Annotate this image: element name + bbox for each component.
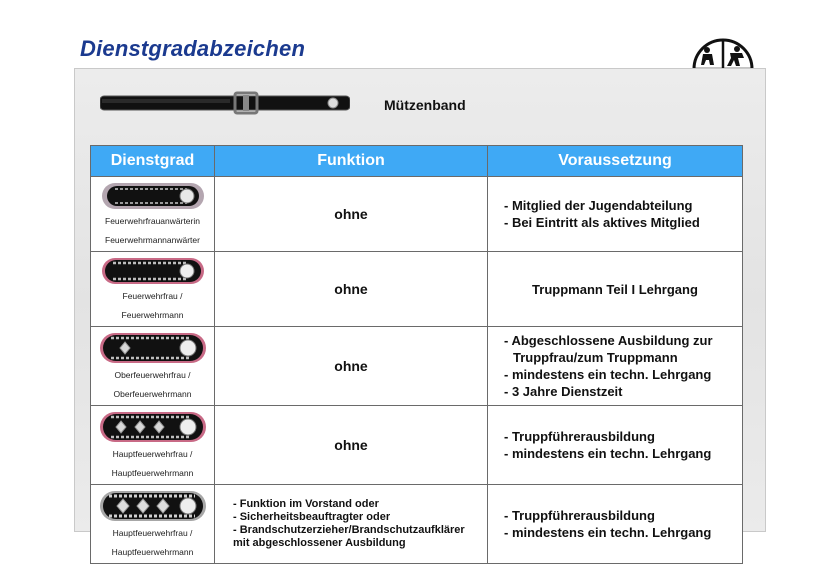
requirement-line-1: Truppmann Teil I Lehrgang <box>532 281 698 297</box>
rank-name-line-1: Hauptfeuerwehrfrau / <box>112 449 193 459</box>
table-row <box>91 327 743 406</box>
cap-band-image <box>100 90 350 118</box>
page-title: Dienstgradabzeichen <box>80 36 306 61</box>
requirement-line-1: - Truppführerausbildung <box>504 429 655 444</box>
rank-name-line-2: Feuerwehrmann <box>121 310 184 320</box>
table-row <box>91 252 743 327</box>
function-line-3: - Brandschutzerzieher/Brandschutzaufklärer <box>233 524 465 536</box>
column-header-requirement: Voraussetzung <box>488 146 743 177</box>
function-text: ohne <box>334 280 368 297</box>
requirement-line-2: - Bei Eintritt als aktives Mitglied <box>504 215 700 230</box>
rank-name-line-2: Oberfeuerwehrmann <box>113 389 192 399</box>
function-cell <box>215 406 488 485</box>
rank-insignia-image <box>101 256 205 286</box>
rank-table <box>90 145 743 564</box>
function-cell <box>215 485 488 564</box>
cap-band-label: Mützenband <box>384 97 466 113</box>
function-cell <box>215 252 488 327</box>
rank-cell <box>91 406 215 485</box>
function-line-4: mit abgeschlossener Ausbildung <box>233 537 406 549</box>
rank-insignia-image <box>99 410 207 444</box>
rank-name-line-1: Feuerwehrfrau / <box>122 291 183 301</box>
table-header-row <box>91 146 743 177</box>
function-cell <box>215 327 488 406</box>
rank-name-line-2: Hauptfeuerwehrmann <box>111 547 194 557</box>
rank-name-line-2: Hauptfeuerwehrmann <box>111 468 194 478</box>
rank-insignia-image <box>99 331 207 365</box>
requirement-line-2: Truppfrau/zum Truppmann <box>513 350 678 365</box>
rank-name-line-2: Feuerwehrmannanwärter <box>105 235 200 245</box>
table-row <box>91 406 743 485</box>
rank-insignia-image <box>99 489 207 523</box>
requirement-line-2: - mindestens ein techn. Lehrgang <box>504 446 712 461</box>
function-text: ohne <box>334 436 368 453</box>
requirement-cell <box>488 485 743 564</box>
requirement-line-4: - 3 Jahre Dienstzeit <box>504 384 623 399</box>
rank-insignia-image <box>101 181 205 211</box>
function-text: ohne <box>334 357 368 374</box>
rank-cell <box>91 177 215 252</box>
requirement-cell <box>488 327 743 406</box>
requirement-cell <box>488 252 743 327</box>
rank-name-line-1: Feuerwehrfrauanwärterin <box>105 216 200 226</box>
function-line-2: - Sicherheitsbeauftragter oder <box>233 511 391 523</box>
function-text: ohne <box>334 205 368 222</box>
column-header-function: Funktion <box>215 146 488 177</box>
rank-name-line-1: Oberfeuerwehrfrau / <box>114 370 191 380</box>
requirement-line-1: - Truppführerausbildung <box>504 508 655 523</box>
requirement-cell <box>488 406 743 485</box>
rank-cell <box>91 327 215 406</box>
requirement-line-1: - Mitglied der Jugendabteilung <box>504 198 693 213</box>
rank-name-line-1: Hauptfeuerwehrfrau / <box>112 528 193 538</box>
rank-cell <box>91 485 215 564</box>
function-line-1: - Funktion im Vorstand oder <box>233 498 379 510</box>
function-cell <box>215 177 488 252</box>
requirement-line-1: - Abgeschlossene Ausbildung zur <box>504 333 713 348</box>
table-row <box>91 177 743 252</box>
column-header-rank: Dienstgrad <box>91 146 215 177</box>
requirement-cell <box>488 177 743 252</box>
requirement-line-3: - mindestens ein techn. Lehrgang <box>504 367 712 382</box>
table-row <box>91 485 743 564</box>
rank-cell <box>91 252 215 327</box>
requirement-line-2: - mindestens ein techn. Lehrgang <box>504 525 712 540</box>
